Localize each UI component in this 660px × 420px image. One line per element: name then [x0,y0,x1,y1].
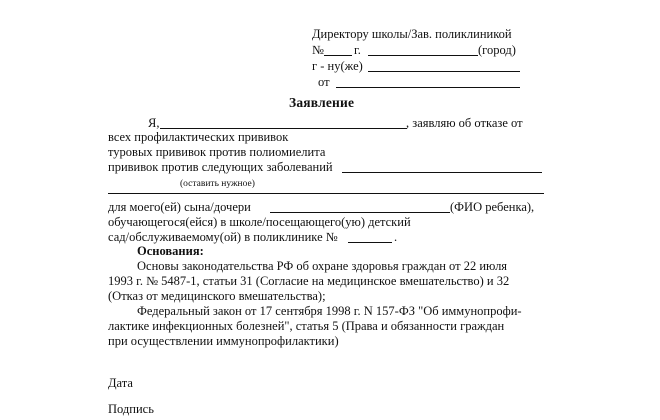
clinic-number-line [348,242,392,243]
grounds-line: 1993 г. № 5487-1, статьи 31 (Согласие на медицинское вмешательство) и 32 [108,274,510,288]
choose-hint: (оставить нужное) [180,179,255,189]
grounds-heading: Основания: [137,244,204,258]
refusal-text: , заявляю об отказе от [406,116,523,130]
grounds-line: (Отказ от медицинского вмешательства); [108,289,326,303]
from-label: от [318,75,330,89]
grounds-line: Основы законодательства РФ об охране здоровья граждан от 22 июля [137,259,508,273]
date-label: Дата [108,376,133,390]
grounds-line: лактике инфекционных болезней", статья 5 (Права и обязанности граждан [108,319,505,333]
name-label: г - ну(же) [312,59,363,73]
grounds-line: при осуществлении иммунопрофилактики) [108,334,339,348]
city-note: (город) [478,43,516,57]
kindergarten-text: сад/обслуживаемому(ой) в поликлинике № [108,230,338,244]
page-title: Заявление [289,95,355,110]
diseases-line [342,172,542,173]
addressee: Директору школы/Зав. поликлиникой [312,27,512,41]
full-width-line [108,193,544,194]
grounds-line: Федеральный закон от 17 сентября 1998 г. N 157-ФЗ "Об иммунопрофи- [137,304,522,318]
name-field-line [368,71,520,72]
city-field-line [368,55,478,56]
child-prefix: для моего(ей) сына/дочери [108,200,251,214]
number-field-line [324,55,352,56]
city-abbr: г. [354,43,361,57]
option-polio-tours: туровых прививок против полиомиелита [108,145,326,159]
child-name-line [270,212,450,213]
from-field-line [336,87,520,88]
signature-label: Подпись [108,402,154,416]
option-specific-diseases: прививок против следующих заболеваний [108,160,333,174]
i-label: Я, [148,116,160,130]
applicant-name-line [160,128,407,129]
child-note: (ФИО ребенка), [450,200,535,214]
option-all-vaccinations: всех профилактических прививок [108,130,289,144]
studying-text: обучающегося(ейся) в школе/посещающего(ую) детский [108,215,411,229]
period: . [394,230,398,244]
no-label: № [312,43,324,57]
